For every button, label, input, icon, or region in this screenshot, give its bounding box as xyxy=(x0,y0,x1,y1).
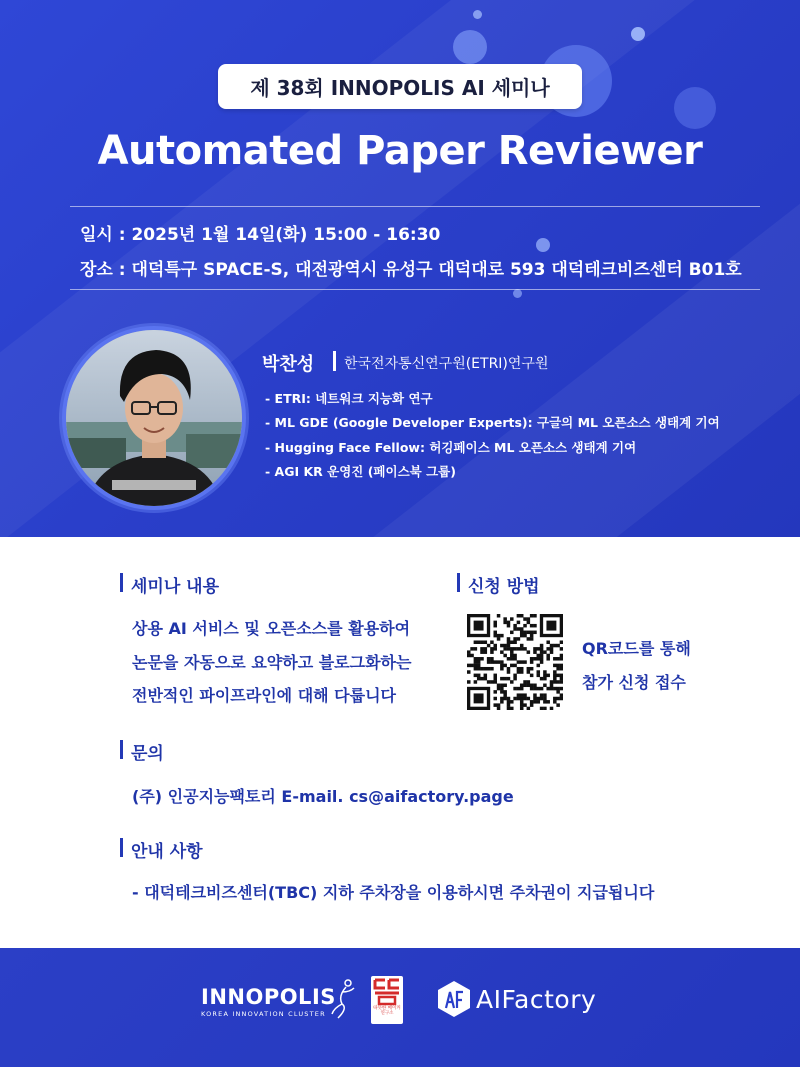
speaker-name: 박찬성 xyxy=(262,354,315,375)
page-title: Automated Paper Reviewer xyxy=(97,128,703,174)
seminar-badge: 제 38회 INNOPOLIS AI 세미나 xyxy=(218,64,582,109)
speaker-bullet: - ML GDE (Google Developer Experts): 구글의 ML 오픈소스 생태계 기여 xyxy=(265,415,720,430)
decor-bubble xyxy=(674,87,716,129)
speaker-bullet: - ETRI: 네트워크 지능화 연구 xyxy=(265,391,433,406)
decor-bubble xyxy=(513,289,522,298)
innopolis-dancer-icon xyxy=(330,978,356,1020)
speaker-separator xyxy=(333,351,336,371)
apply-line: QR코드를 통해 xyxy=(582,639,691,658)
ddareum-logo xyxy=(371,976,403,1024)
notice-heading: 안내 사항 xyxy=(131,842,203,862)
speaker-portrait-illustration xyxy=(66,330,242,506)
speaker-bullet: - Hugging Face Fellow: 허깅페이스 ML 오픈소스 생태계 기여 xyxy=(265,440,637,455)
decor-bubble xyxy=(631,27,645,41)
ddareum-logo-caption: 따뜻한 메이커 연구소 xyxy=(373,1006,401,1016)
speaker-photo xyxy=(62,326,246,510)
decor-bubble xyxy=(473,10,482,19)
aifactory-logo-text: AIFactory xyxy=(476,985,597,1014)
speaker-bullet: - AGI KR 운영진 (페이스북 그룹) xyxy=(265,464,456,479)
decor-bubble xyxy=(453,30,487,64)
contact-heading: 문의 xyxy=(131,744,164,764)
speaker-organization: 한국전자통신연구원(ETRI)연구원 xyxy=(344,356,549,372)
seminar-heading: 세미나 내용 xyxy=(131,577,220,597)
apply-line: 참가 신청 접수 xyxy=(582,673,686,692)
contact-email[interactable]: (주) 인공지능팩토리 E-mail. cs@aifactory.page xyxy=(132,787,514,806)
decor-bubble xyxy=(536,238,550,252)
divider xyxy=(70,289,760,290)
innopolis-logo-subtitle: KOREA INNOVATION CLUSTER xyxy=(201,1010,326,1018)
section-marker xyxy=(120,740,123,759)
event-datetime: 일시 : 2025년 1월 14일(화) 15:00 - 16:30 xyxy=(80,225,441,245)
innopolis-logo-text: INNOPOLIS xyxy=(201,985,336,1009)
ddareum-logo-mark xyxy=(371,976,403,1006)
notice-text: - 대덕테크비즈센터(TBC) 지하 주차장을 이용하시면 주차권이 지급됩니다 xyxy=(132,883,655,902)
section-marker xyxy=(120,838,123,857)
event-location: 장소 : 대덕특구 SPACE-S, 대전광역시 유성구 대덕대로 593 대덕테크비즈센터 B01호 xyxy=(80,260,742,280)
seminar-line: 상용 AI 서비스 및 오픈소스를 활용하여 xyxy=(132,619,411,638)
qr-code[interactable] xyxy=(467,614,563,710)
seminar-line: 논문을 자동으로 요약하고 블로그화하는 xyxy=(132,653,412,672)
divider xyxy=(70,206,760,207)
section-marker xyxy=(457,573,460,592)
section-marker xyxy=(120,573,123,592)
qr-code-image xyxy=(467,614,563,710)
aifactory-hexagon-icon xyxy=(437,980,471,1018)
seminar-line: 전반적인 파이프라인에 대해 다룹니다 xyxy=(132,686,397,705)
footer-logos xyxy=(0,948,800,1067)
apply-heading: 신청 방법 xyxy=(468,577,540,597)
